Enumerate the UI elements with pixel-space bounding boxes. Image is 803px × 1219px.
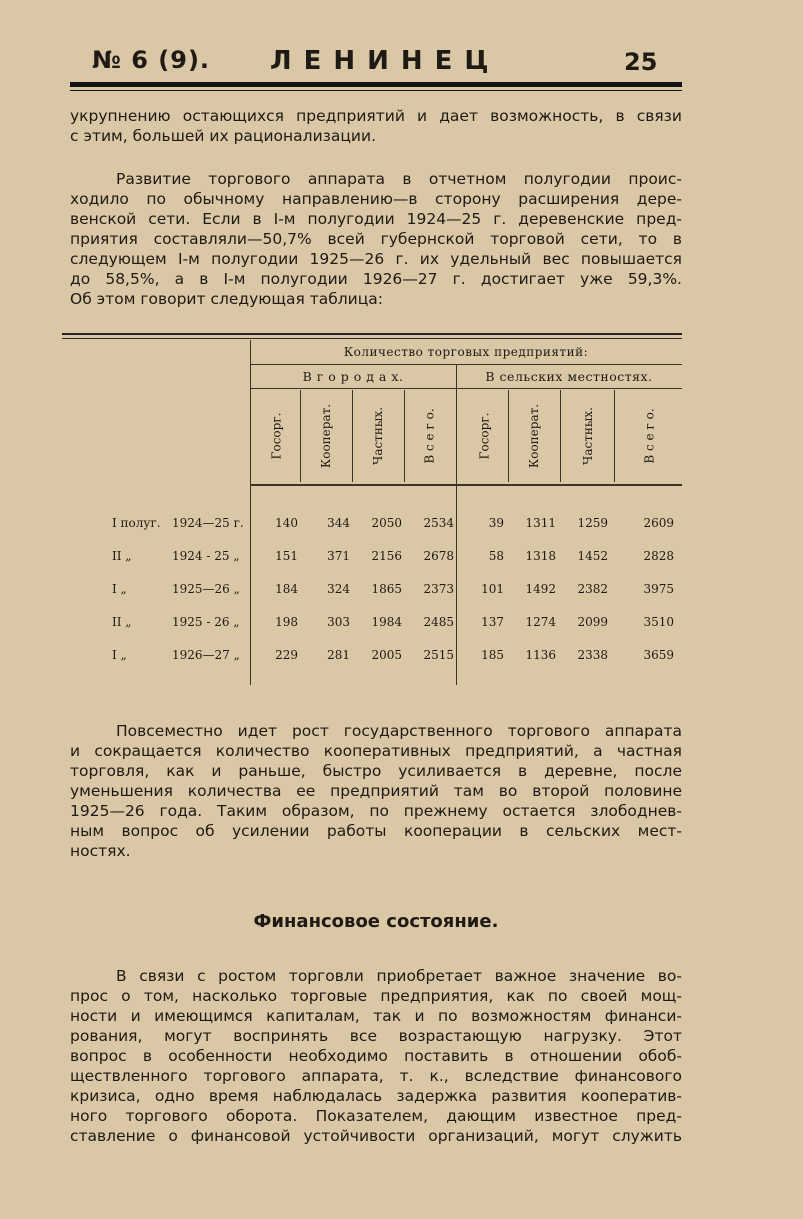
text-line: рования, могут воспринять все возрастающую нагрузку. Этот xyxy=(70,1027,682,1045)
row-label-period: II „ xyxy=(112,615,132,629)
column-header-gosorg: Госорг. xyxy=(269,412,283,460)
text-line: уменьшения количества ее предприятий там во второй половине xyxy=(70,782,682,800)
table-hline xyxy=(250,364,682,365)
table-cell: 344 xyxy=(327,516,350,530)
table-cell: 281 xyxy=(327,648,350,662)
text-line: кризиса, одно время наблюдалась задержка развития кооператив- xyxy=(70,1087,682,1105)
text-line: приятия составляли—50,7% всей губернской торговой сети, то в xyxy=(70,230,682,248)
table-cell: 324 xyxy=(327,582,350,596)
row-label-period: I „ xyxy=(112,648,127,662)
table-vline xyxy=(300,390,301,482)
table-caption: Количество торговых предприятий: xyxy=(343,345,589,359)
text-line: венской сети. Если в I-м полугодии 1924—25 г. деревенские пред- xyxy=(70,210,682,228)
table-cell: 2828 xyxy=(643,549,674,563)
page-number: 25 xyxy=(624,48,658,76)
table-cell: 303 xyxy=(327,615,350,629)
text-line: В связи с ростом торговли приобретает важное значение во- xyxy=(116,967,682,985)
text-line: ного торгового оборота. Показателем, дающим известное пред- xyxy=(70,1107,682,1125)
text-line: 1925—26 года. Таким образом, по прежнему остается злободнев- xyxy=(70,802,682,820)
text-line: Повсеместно идет рост государственного торгового аппарата xyxy=(116,722,682,740)
group-header-city: В г о р о д а х. xyxy=(302,369,404,384)
table-hline xyxy=(250,388,682,389)
table-cell: 140 xyxy=(275,516,298,530)
issue-number: № 6 (9). xyxy=(92,46,211,74)
table-cell: 371 xyxy=(327,549,350,563)
text-line: ностях. xyxy=(70,842,131,860)
table-vline xyxy=(352,390,353,482)
column-header-private: Частных. xyxy=(371,407,386,465)
journal-title: ЛЕНИНЕЦ xyxy=(270,46,501,76)
table-cell: 137 xyxy=(481,615,504,629)
table-cell: 2050 xyxy=(371,516,402,530)
text-line: ставление о финансовой устойчивости организаций, могут служить xyxy=(70,1127,682,1145)
table-cell: 1865 xyxy=(371,582,402,596)
row-label-period: I „ xyxy=(112,582,127,596)
table-cell: 1492 xyxy=(525,582,556,596)
header-rule-thick xyxy=(70,82,682,87)
table-cell: 101 xyxy=(481,582,504,596)
table-cell: 185 xyxy=(481,648,504,662)
table-cell: 58 xyxy=(488,549,504,563)
text-line: ным вопрос об усилении работы кооперации в сельских мест- xyxy=(70,822,682,840)
text-line: Развитие торгового аппарата в отчетном полугодии проис- xyxy=(116,170,682,188)
table-vline xyxy=(456,364,457,685)
text-line: ности и имеющимся капиталам, так и по возможностям финанси- xyxy=(70,1007,682,1025)
table-top-rule xyxy=(62,333,682,335)
table-cell: 2534 xyxy=(423,516,454,530)
text-line: укрупнению остающихся предприятий и дает возможность, в связи xyxy=(70,107,682,125)
paragraph-4 xyxy=(70,966,682,1146)
table-hline xyxy=(250,484,682,486)
row-label-year: 1925 - 26 „ xyxy=(172,615,240,629)
table-vline xyxy=(404,390,405,482)
table-vline xyxy=(560,390,561,482)
row-label-period: I полуг. xyxy=(112,516,161,530)
table-cell: 2678 xyxy=(423,549,454,563)
column-header-cooperat: Кооперат. xyxy=(319,403,333,469)
text-line: ществленного торгового аппарата, т. к., вследствие финансового xyxy=(70,1067,682,1085)
table-cell: 2485 xyxy=(423,615,454,629)
table-cell: 2338 xyxy=(577,648,608,662)
text-line: вопрос в особенности необходимо поставить в отношении обоб- xyxy=(70,1047,682,1065)
column-header-private: Частных. xyxy=(581,407,596,465)
table-vline xyxy=(508,390,509,482)
table-cell: 1984 xyxy=(371,615,402,629)
text-line: с этим, большей их рационализации. xyxy=(70,127,377,145)
group-header-rural: В сельских местностях. xyxy=(485,369,653,384)
table-cell: 1311 xyxy=(525,516,556,530)
table-cell: 2099 xyxy=(577,615,608,629)
text-line: и сокращается количество кооперативных предприятий, а частная xyxy=(70,742,682,760)
row-label-year: 1926—27 „ xyxy=(172,648,240,662)
table-cell: 3975 xyxy=(643,582,674,596)
column-header-cooperat: Кооперат. xyxy=(527,403,541,469)
table-cell: 1274 xyxy=(525,615,556,629)
table-cell: 198 xyxy=(275,615,298,629)
table-cell: 2373 xyxy=(423,582,454,596)
column-header-total: В с е г о. xyxy=(423,408,438,464)
page-header xyxy=(92,46,692,82)
column-header-total: В с е г о. xyxy=(643,408,658,464)
table-cell: 3659 xyxy=(643,648,674,662)
text-line: следующем I-м полугодии 1925—26 г. их удельный вес повышается xyxy=(70,250,682,268)
table-cell: 184 xyxy=(275,582,298,596)
table-cell: 2156 xyxy=(371,549,402,563)
text-line: до 58,5%, а в I-м полугодии 1926—27 г. достигает уже 59,3%. xyxy=(70,270,682,288)
table-cell: 1318 xyxy=(525,549,556,563)
table-cell: 151 xyxy=(275,549,298,563)
row-label-year: 1924—25 г. xyxy=(172,516,244,530)
table-cell: 2005 xyxy=(371,648,402,662)
column-header-gosorg: Госорг. xyxy=(477,412,491,460)
paragraph-3 xyxy=(70,721,682,861)
statistics-table xyxy=(62,340,682,685)
row-label-period: II „ xyxy=(112,549,132,563)
text-line: прос о том, насколько торговые предприятия, как по своей мощ- xyxy=(70,987,682,1005)
table-cell: 1136 xyxy=(525,648,556,662)
row-label-year: 1925—26 „ xyxy=(172,582,240,596)
table-vline xyxy=(614,390,615,482)
table-top-rule-thin xyxy=(62,338,682,339)
table-cell: 3510 xyxy=(643,615,674,629)
text-line: торговля, как и раньше, быстро усиливается в деревне, после xyxy=(70,762,682,780)
table-cell: 39 xyxy=(488,516,504,530)
table-cell: 1452 xyxy=(577,549,608,563)
table-cell: 2382 xyxy=(577,582,608,596)
paragraph-2 xyxy=(70,169,682,309)
text-line: Об этом говорит следующая таблица: xyxy=(70,290,384,308)
section-heading: Финансовое состояние. xyxy=(253,911,499,932)
paragraph-1 xyxy=(70,106,682,146)
row-label-year: 1924 - 25 „ xyxy=(172,549,240,563)
table-cell: 2609 xyxy=(643,516,674,530)
text-line: ходило по обычному направлению—в сторону расширения дере- xyxy=(70,190,682,208)
header-rule-thin xyxy=(70,90,682,91)
table-cell: 2515 xyxy=(423,648,454,662)
table-cell: 229 xyxy=(275,648,298,662)
table-cell: 1259 xyxy=(577,516,608,530)
table-vline xyxy=(250,340,251,685)
